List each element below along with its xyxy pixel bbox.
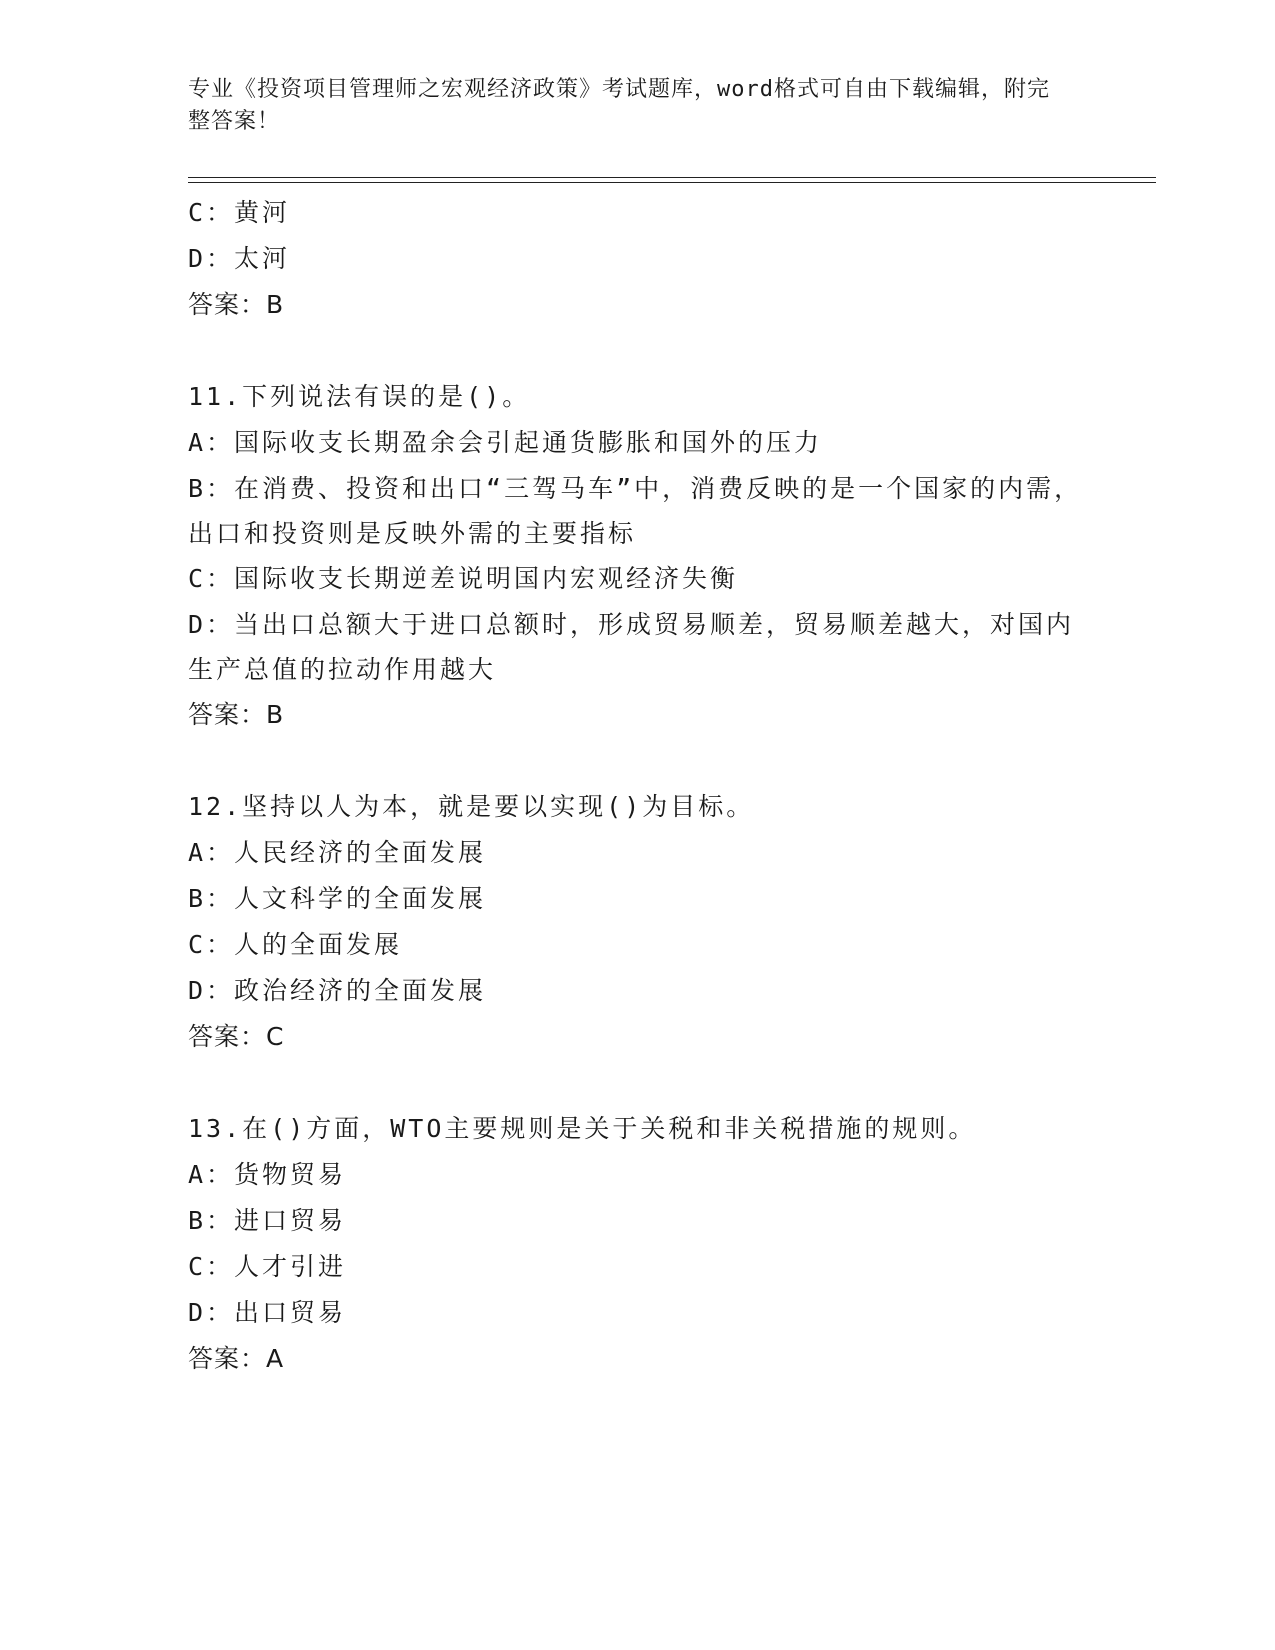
option-d: D：政治经济的全面发展 [188, 976, 487, 1005]
question-stem: 11.下列说法有误的是()。 [188, 382, 531, 411]
option-a: A：人民经济的全面发展 [188, 838, 487, 867]
question-12 [188, 784, 1088, 1060]
question-13 [188, 1106, 1088, 1382]
spacer [188, 1060, 1088, 1106]
option-c: C：人的全面发展 [188, 930, 403, 959]
option-c: C：国际收支长期逆差说明国内宏观经济失衡 [188, 564, 739, 593]
question-11 [188, 374, 1088, 738]
document-header: 专业《投资项目管理师之宏观经济政策》考试题库，word格式可自由下载编辑，附完整答案！ [188, 77, 1050, 134]
option-c: C：黄河 [188, 198, 291, 227]
question-10-continued [188, 190, 1088, 328]
option-d: D：出口贸易 [188, 1298, 347, 1327]
option-c: C：人才引进 [188, 1252, 347, 1281]
answer-line: 答案：B [188, 700, 285, 729]
option-b: B：进口贸易 [188, 1206, 347, 1235]
option-a: A：国际收支长期盈余会引起通货膨胀和国外的压力 [188, 428, 823, 457]
answer-line: 答案：A [188, 1344, 285, 1373]
option-d: D：太河 [188, 244, 291, 273]
answer-line: 答案：B [188, 290, 285, 319]
question-list [188, 190, 1088, 1382]
option-a: A：货物贸易 [188, 1160, 347, 1189]
option-d: D：当出口总额大于进口总额时，形成贸易顺差，贸易顺差越大，对国内生产总值的拉动作用越大 [188, 610, 1075, 684]
option-b: B：人文科学的全面发展 [188, 884, 487, 913]
header-divider-bottom [188, 182, 1156, 183]
spacer [188, 328, 1088, 374]
question-stem: 12.坚持以人为本，就是要以实现()为目标。 [188, 792, 755, 821]
header-divider-top [188, 177, 1156, 178]
question-stem: 13.在()方面，WTO主要规则是关于关税和非关税措施的规则。 [188, 1114, 977, 1143]
option-b: B：在消费、投资和出口“三驾马车”中，消费反映的是一个国家的内需，出口和投资则是反映外需的主要指标 [188, 474, 1083, 548]
answer-line: 答案：C [188, 1022, 285, 1051]
spacer [188, 738, 1088, 784]
